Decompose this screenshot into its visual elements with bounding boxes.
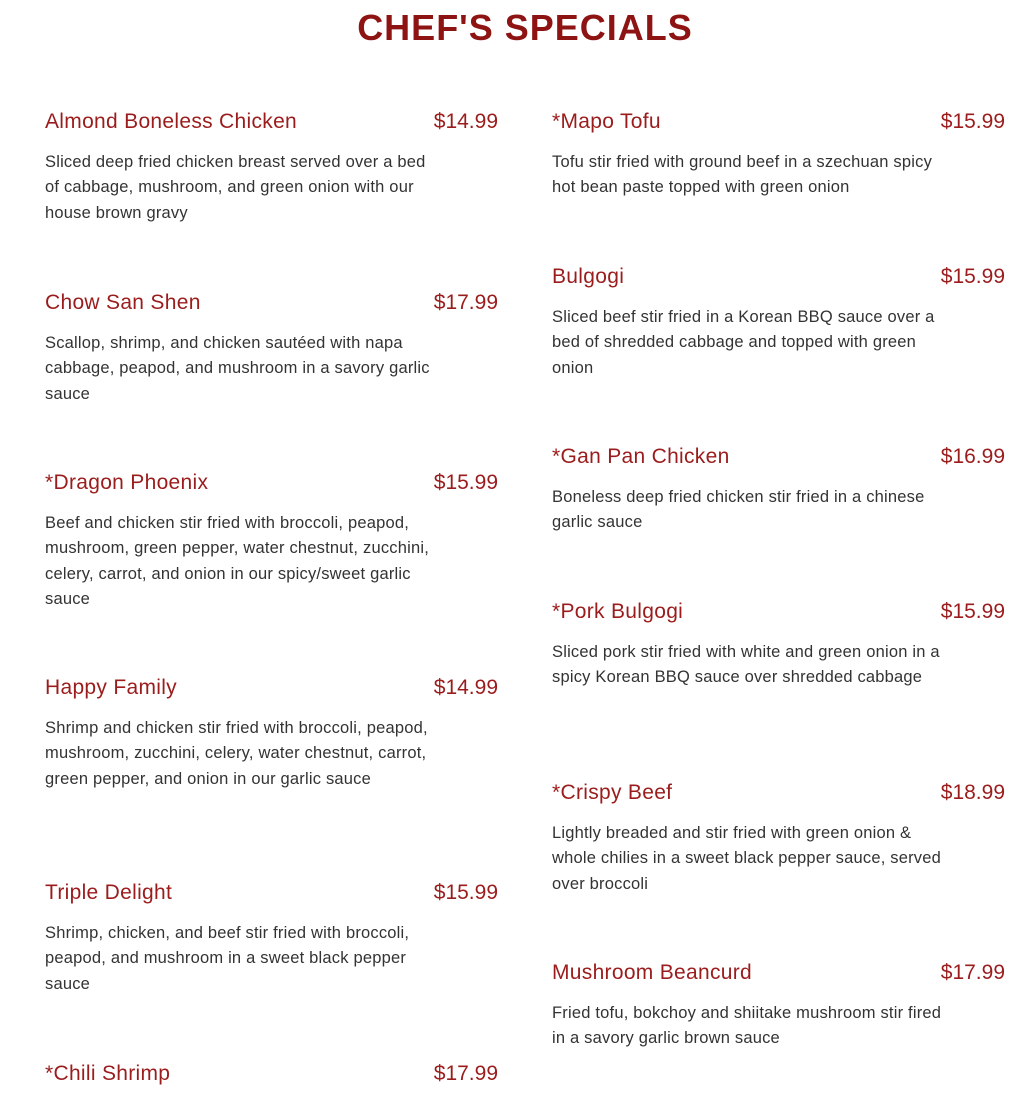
menu-item-header — [45, 879, 498, 909]
menu-item-header — [552, 263, 1005, 293]
menu-item-description: Shrimp and chicken stir fried with broccoli, peapod, mushroom, zucchini, celery, water chestnut, carrot, green pepper, and onion in our garlic sauce — [45, 719, 428, 788]
menu-item-header — [45, 1060, 498, 1090]
menu-item — [552, 959, 1005, 1052]
menu-item — [552, 263, 1005, 381]
menu-item — [45, 674, 498, 792]
menu-item — [552, 108, 1005, 201]
menu-item-header — [552, 959, 1005, 989]
menu-item-price: $18.99 — [940, 781, 1005, 804]
menu-item-name: Almond Boneless Chicken — [45, 110, 298, 133]
menu-item-price: $16.99 — [940, 445, 1005, 468]
menu-item-price: $15.99 — [433, 471, 498, 494]
menu-item-name: *Crispy Beef — [552, 781, 673, 804]
menu-item — [45, 469, 498, 612]
menu-item-name: *Mapo Tofu — [552, 110, 661, 133]
menu-item-header — [552, 779, 1005, 809]
menu-item-header — [45, 289, 498, 319]
menu-item-name: Mushroom Beancurd — [552, 961, 753, 984]
menu-item-header — [45, 108, 498, 138]
menu-item-price: $17.99 — [433, 1062, 498, 1085]
menu-item-price: $14.99 — [433, 676, 498, 699]
menu-item-name: Happy Family — [45, 676, 177, 699]
menu-item-name: Triple Delight — [45, 881, 173, 904]
menu-item — [45, 108, 498, 226]
menu-item-description: Fried tofu, bokchoy and shiitake mushroom stir fired in a savory garlic brown sauce — [552, 1004, 942, 1048]
menu-item-price: $14.99 — [433, 110, 498, 133]
menu-item-description: Tofu stir fried with ground beef in a szechuan spicy hot bean paste topped with green onion — [552, 153, 933, 197]
menu-item — [45, 1060, 498, 1090]
menu-item-price: $17.99 — [433, 291, 498, 314]
menu-item-description: Sliced deep fried chicken breast served over a bed of cabbage, mushroom, and green onion with our house brown gravy — [45, 153, 426, 222]
menu-item-price: $15.99 — [940, 265, 1005, 288]
menu-item-description: Sliced pork stir fried with white and green onion in a spicy Korean BBQ sauce over shredded cabbage — [552, 643, 940, 687]
menu-item — [552, 779, 1005, 897]
menu-item-description: Sliced beef stir fried in a Korean BBQ sauce over a bed of shredded cabbage and topped with green onion — [552, 308, 935, 377]
menu-item — [552, 598, 1005, 691]
menu-item-name: *Chili Shrimp — [45, 1062, 171, 1085]
menu-item-description: Shrimp, chicken, and beef stir fried with broccoli, peapod, and mushroom in a sweet black pepper sauce — [45, 924, 410, 993]
menu-item-header — [552, 108, 1005, 138]
menu-item-header — [45, 469, 498, 499]
menu-item — [552, 443, 1005, 536]
menu-item-price: $17.99 — [940, 961, 1005, 984]
menu-item-name: *Gan Pan Chicken — [552, 445, 730, 468]
menu-item-name: *Dragon Phoenix — [45, 471, 209, 494]
menu-item-header — [552, 598, 1005, 628]
menu-item-header — [552, 443, 1005, 473]
menu-item-price: $15.99 — [940, 600, 1005, 623]
menu-item — [45, 879, 498, 997]
menu-item-name: Chow San Shen — [45, 291, 201, 314]
menu-item-price: $15.99 — [940, 110, 1005, 133]
menu-item-header — [45, 674, 498, 704]
menu-item-name: *Pork Bulgogi — [552, 600, 684, 623]
menu-item-description: Scallop, shrimp, and chicken sautéed with napa cabbage, peapod, and mushroom in a savory garlic sauce — [45, 334, 430, 403]
menu-item — [45, 289, 498, 407]
menu-item-description: Beef and chicken stir fried with broccoli, peapod, mushroom, green pepper, water chestnut, zucchini, celery, carrot, and onion in our spicy/sweet garlic sauce — [45, 514, 429, 608]
menu-item-description: Boneless deep fried chicken stir fried in a chinese garlic sauce — [552, 488, 925, 532]
menu-item-name: Bulgogi — [552, 265, 625, 288]
menu-item-price: $15.99 — [433, 881, 498, 904]
page-title: CHEF'S SPECIALS — [357, 7, 693, 48]
menu-item-description: Lightly breaded and stir fried with green onion & whole chilies in a sweet black pepper sauce, served over broccoli — [552, 824, 941, 893]
